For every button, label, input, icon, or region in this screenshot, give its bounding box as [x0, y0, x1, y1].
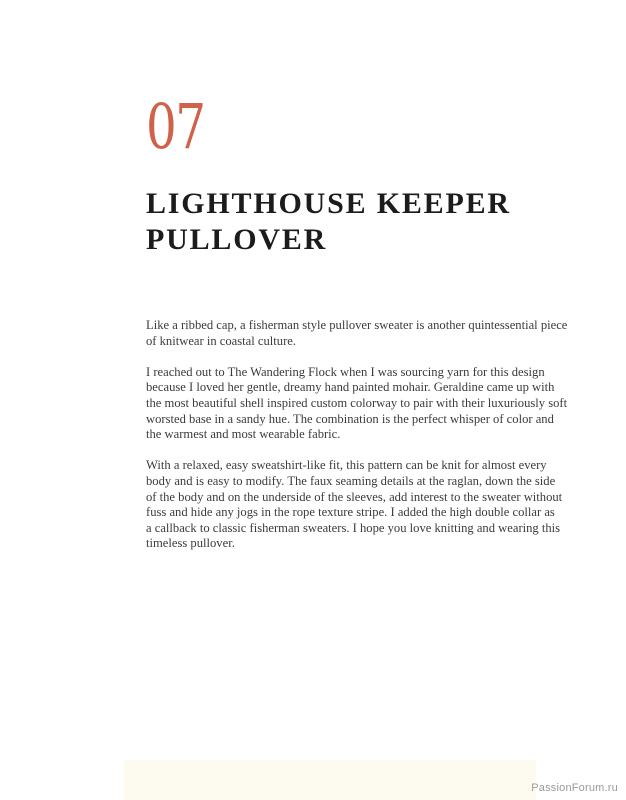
text-line: of the body and on the underside of the sleeves, add interest to the sweater without — [146, 489, 563, 504]
title-line-1: LIGHTHOUSE KEEPER — [146, 187, 511, 220]
chapter-number: 07 — [146, 90, 205, 163]
text-line: because I loved her gentle, dreamy hand painted mohair. Geraldine came up with — [146, 380, 555, 395]
text-line: With a relaxed, easy sweatshirt-like fit, this pattern can be knit for almost every — [146, 458, 547, 473]
text-line: fuss and hide any jogs in the rope texture stripe. I added the high double collar as — [146, 505, 555, 520]
paragraph-2 — [146, 364, 568, 443]
text-line: a callback to classic fisherman sweaters. I hope you love knitting and wearing this — [146, 520, 561, 535]
text-line: timeless pullover. — [146, 536, 235, 551]
paragraph-3 — [146, 458, 563, 552]
text-line: of knitwear in coastal culture. — [146, 333, 297, 348]
title-line-2: PULLOVER — [146, 223, 328, 256]
text-line: worsted base in a sandy hue. The combination is the perfect whisper of color and — [146, 411, 554, 426]
text-line: the most beautiful shell inspired custom colorway to pair with their luxuriously soft — [146, 395, 568, 410]
page-title — [146, 186, 511, 258]
text-line: I reached out to The Wandering Flock when I was sourcing yarn for this design — [146, 364, 545, 379]
paragraph-1 — [146, 318, 568, 349]
text-line: Like a ribbed cap, a fisherman style pullover sweater is another quintessential piece — [146, 318, 568, 332]
text-line: the warmest and most wearable fabric. — [146, 427, 341, 442]
watermark: PassionForum.ru — [531, 782, 618, 794]
body-text — [146, 318, 568, 568]
bottom-tint-band — [124, 760, 536, 800]
text-line: body and is easy to modify. The faux seaming details at the raglan, down the side — [146, 473, 556, 488]
